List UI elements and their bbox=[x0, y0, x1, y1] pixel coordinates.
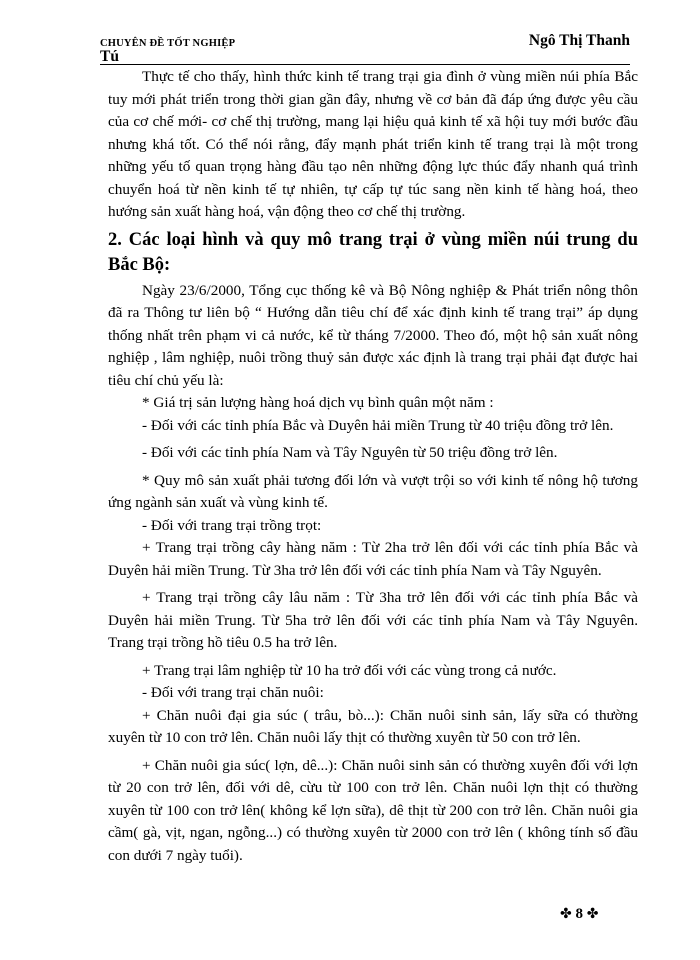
page-number bbox=[560, 906, 598, 923]
header-document-type: CHUYÊN ĐỀ TỐT NGHIỆP bbox=[100, 38, 236, 49]
paragraph-circular: Ngày 23/6/2000, Tổng cục thống kê và Bộ Nông nghiệp & Phát triển nông thôn đã ra Thông tư liên bộ “ Hướng dẫn tiêu chí để xác định kinh tế trang trại” áp dụng thống nhất trên phạm vi cả nước, kể từ tháng 7/2000. Theo đó, một hộ sản xuất nông nghiệp , lâm nghiệp, nuôi trồng thuỷ sản được xác định là trang trại phải đạt được hai tiêu chí chủ yếu là: bbox=[108, 281, 638, 389]
criterion-2: * Quy mô sản xuất phải tương đối lớn và vượt trội so với kinh tế nông hộ tương ứng ngành sản xuất và vùng kinh tế. bbox=[108, 471, 638, 511]
forestry: + Trang trại lâm nghiệp từ 10 ha trở đối với các vùng trong cả nước. bbox=[142, 661, 557, 679]
page-header bbox=[100, 30, 630, 65]
livestock-cattle: + Chăn nuôi đại gia súc ( trâu, bò...): Chăn nuôi sinh sản, lấy sữa có thường xuyên từ 10 con trở lên. Chăn nuôi lấy thịt có thường xuyên từ 50 con trở lên. bbox=[108, 706, 638, 746]
crops-perennial: + Trang trại trồng cây lâu năm : Từ 3ha trở lên đối với các tỉnh phía Bắc và Duyên hải miền Trung. Từ 5ha trở lên đối với các tỉnh phía Nam và Tây Nguyên. Trang trại trồng hồ tiêu 0.5 ha trở lên. bbox=[108, 589, 638, 651]
livestock-pigs-poultry: + Chăn nuôi gia súc( lợn, dê...): Chăn nuôi sinh sản có thường xuyên đối với lợn từ 20 con trở lên, đối với dê, cừu từ 100 con trở lên. Chăn nuôi lợn thịt có thường xuyên từ 100 con trở lên( không kể lợn sữa), dê thịt từ 200 con trở lên. Chăn nuôi gia cầm( gà, vịt, ngan, ngỗng...) có thường xuyên từ 2000 con trở lên ( không tính số đầu con dưới 7 ngày tuổi). bbox=[108, 756, 638, 864]
criterion-1-north: - Đối với các tỉnh phía Bắc và Duyên hải miền Trung từ 40 triệu đồng trở lên. bbox=[142, 416, 614, 434]
criterion-2-crops: - Đối với trang trại trồng trọt: bbox=[142, 516, 322, 534]
section-heading: 2. Các loại hình và quy mô trang trại ở vùng miền núi trung du Bắc Bộ: bbox=[108, 229, 638, 275]
ornament-right-icon: ✤ bbox=[586, 907, 599, 922]
page-number-value: 8 bbox=[575, 906, 583, 922]
intro-paragraph: Thực tế cho thấy, hình thức kinh tế trang trại gia đình ở vùng miền núi phía Bắc tuy mới phát triển trong thời gian gần đây, nhưng về cơ bản đã đáp ứng được yêu cầu của cơ chế mới- cơ chế thị trường, mang lại hiệu quả kinh tế xã hội tuy mới bước đầu nhưng khá tốt. Có thể nói rằng, đẩy mạnh phát triển kinh tế trang trại là một trong những yếu tố quan trọng hàng đầu tạo nên những động lực thúc đẩy nhanh quá trình chuyển hoá từ nền kinh tế tự nhiên, tự cấp tự túc sang nền kinh tế hàng hoá, theo hướng sản xuất hàng hoá, vận động theo cơ chế thị trường. bbox=[108, 68, 638, 220]
header-author-continuation: Tú bbox=[100, 48, 119, 65]
criterion-2-livestock: - Đối với trang trại chăn nuôi: bbox=[142, 684, 324, 701]
ornament-left-icon: ✤ bbox=[560, 907, 572, 922]
header-author: Ngô Thị Thanh bbox=[528, 32, 630, 49]
crops-annual: + Trang trại trồng cây hàng năm : Từ 2ha trở lên đối với các tỉnh phía Bắc và Duyên hải miền Trung. Từ 3ha trở lên đối với các tỉnh phía Nam và Tây Nguyên. bbox=[108, 539, 638, 579]
criterion-1: * Giá trị sản lượng hàng hoá dịch vụ bình quân một năm : bbox=[142, 394, 494, 411]
document-body bbox=[108, 66, 638, 867]
criterion-1-south: - Đối với các tỉnh phía Nam và Tây Nguyên từ 50 triệu đồng trở lên. bbox=[142, 444, 558, 461]
